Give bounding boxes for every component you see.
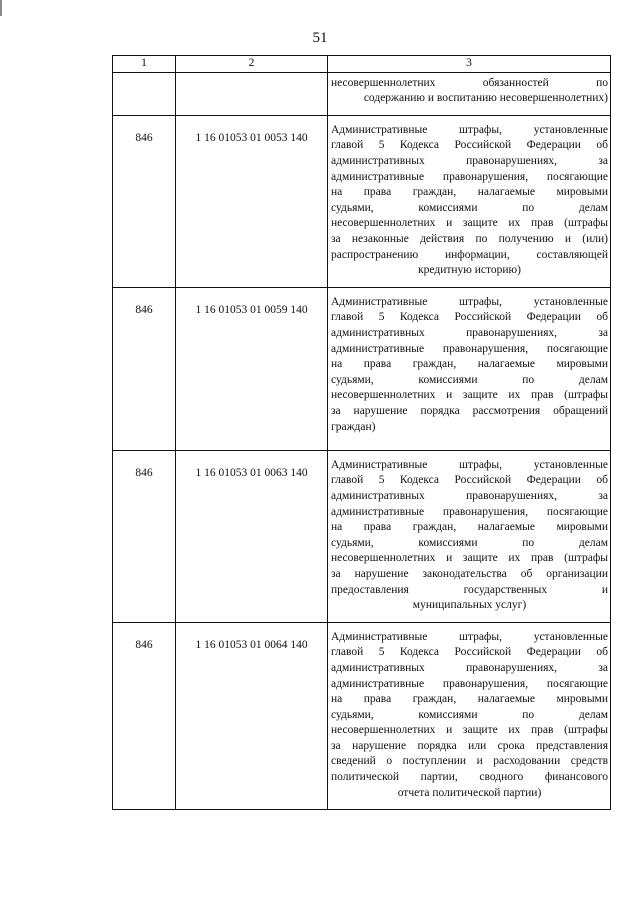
description-line: несовершеннолетних и защите их прав (штрафы — [331, 217, 608, 230]
description-line: административные правонарушения, посягающие — [331, 342, 608, 355]
description-line: несовершеннолетних обязанностей по — [331, 76, 608, 89]
description-line: административных правонарушениях, за — [331, 326, 608, 339]
kbk-cell: 1 16 01053 01 0053 140 — [176, 115, 328, 287]
description-line: на права граждан, налагаемые мировыми — [331, 521, 608, 534]
description-line: главой 5 Кодекса Российской Федерации об — [331, 311, 608, 324]
admin-code-cell: 846 — [113, 450, 176, 622]
description-line: на права граждан, налагаемые мировыми — [331, 358, 608, 371]
description-line: несовершеннолетних и защите их прав (штрафы — [331, 724, 608, 737]
description-line: несовершеннолетних и защите их прав (штрафы — [331, 389, 608, 402]
page-number: 51 — [312, 30, 328, 46]
admin-code-cell: 846 — [113, 622, 176, 810]
description-cell — [328, 72, 611, 115]
description-line: административных правонарушениях, за — [331, 489, 608, 502]
description-cell — [328, 287, 611, 450]
continuation-row — [113, 72, 611, 115]
description-cell — [328, 622, 611, 810]
description-line: судьями, комиссиями по делам — [331, 201, 608, 214]
description-cell — [328, 115, 611, 287]
description-line: на права граждан, налагаемые мировыми — [331, 693, 608, 706]
description-line: распространению информации, составляющей — [331, 248, 608, 261]
description-line: главой 5 Кодекса Российской Федерации об — [331, 139, 608, 152]
kbk-cell: 1 16 01053 01 0059 140 — [176, 287, 328, 450]
description-line: судьями, комиссиями по делам — [331, 373, 608, 386]
description-cell — [328, 450, 611, 622]
column-header-3: 3 — [328, 56, 611, 73]
table-row — [113, 287, 611, 450]
description-line: за нарушение законодательства об организации — [331, 567, 608, 580]
description-line: граждан) — [331, 420, 376, 433]
description-line: судьями, комиссиями по делам — [331, 708, 608, 721]
description-line: административные правонарушения, посягающие — [331, 505, 608, 518]
description-line: кредитную историю) — [418, 264, 521, 277]
table-row — [113, 450, 611, 622]
admin-code-cell: 846 — [113, 115, 176, 287]
description-line: муниципальных услуг) — [412, 599, 527, 612]
description-line: административных правонарушениях, за — [331, 661, 608, 674]
description-line: несовершеннолетних и защите их прав (штрафы — [331, 552, 608, 565]
description-line: Административные штрафы, установленные — [331, 630, 608, 643]
description-line: содержанию и воспитанию несовершеннолетних) — [363, 92, 608, 105]
description-line: главой 5 Кодекса Российской Федерации об — [331, 646, 608, 659]
column-header-1: 1 — [113, 56, 176, 73]
description-line: Административные штрафы, установленные — [331, 123, 608, 136]
description-line: сведений о поступлении и расходовании средств — [331, 755, 608, 768]
description-line: политической партии, сводного финансового — [331, 771, 608, 784]
description-line: Административные штрафы, установленные — [331, 458, 608, 471]
description-line: главой 5 Кодекса Российской Федерации об — [331, 474, 608, 487]
admin-code-cell — [113, 72, 176, 115]
scan-edge-mark — [0, 0, 2, 16]
description-line: Административные штрафы, установленные — [331, 295, 608, 308]
kbk-cell: 1 16 01053 01 0063 140 — [176, 450, 328, 622]
description-line: административные правонарушения, посягающие — [331, 170, 608, 183]
column-header-2: 2 — [176, 56, 328, 73]
description-line: административных правонарушениях, за — [331, 154, 608, 167]
description-line: за нарушение порядка или срока представления — [331, 739, 608, 752]
table-row — [113, 115, 611, 287]
description-line: отчета политической партии) — [397, 786, 542, 799]
table-row — [113, 622, 611, 810]
kbk-cell: 1 16 01053 01 0064 140 — [176, 622, 328, 810]
description-line: за нарушение порядка рассмотрения обращений — [331, 404, 608, 417]
description-line: административные правонарушения, посягающие — [331, 677, 608, 690]
kbk-cell — [176, 72, 328, 115]
admin-code-cell: 846 — [113, 287, 176, 450]
column-number-row — [113, 56, 611, 73]
description-line: за незаконные действия по получению и (или) — [331, 232, 608, 245]
description-line: на права граждан, налагаемые мировыми — [331, 186, 608, 199]
description-line: предоставления государственных и — [331, 583, 608, 596]
description-line: судьями, комиссиями по делам — [331, 536, 608, 549]
budget-classification-table — [112, 55, 611, 810]
